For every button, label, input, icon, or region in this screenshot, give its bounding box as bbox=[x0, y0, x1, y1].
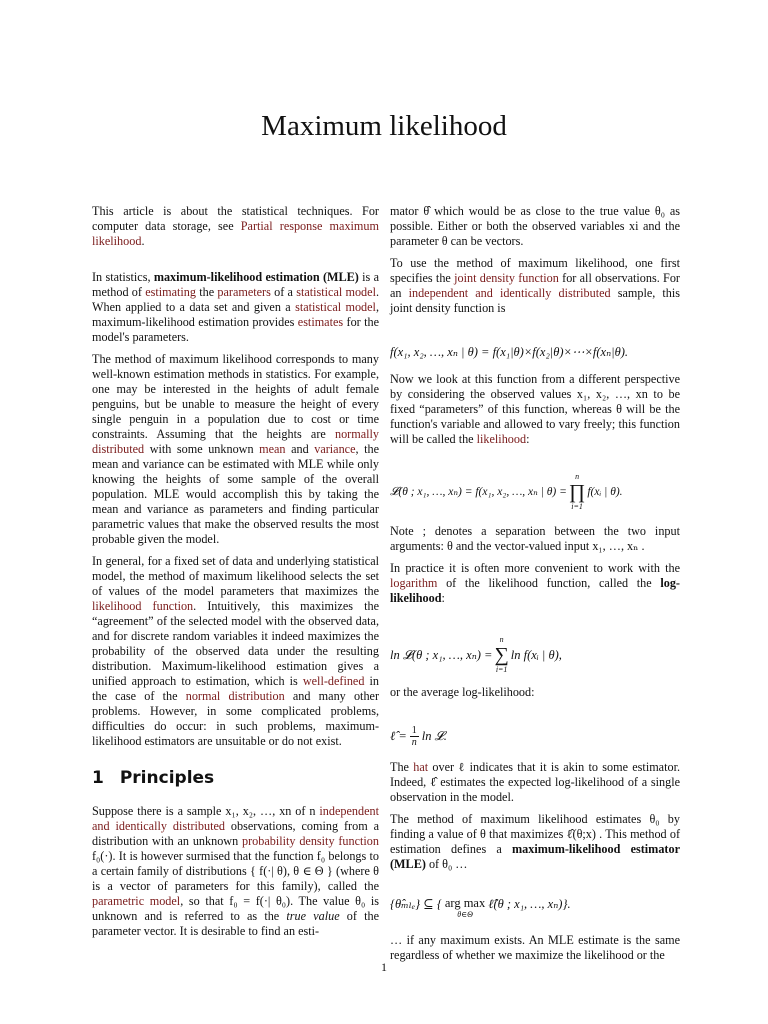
text: for the model's parameters. bbox=[92, 315, 379, 344]
page-number: 1 bbox=[381, 960, 387, 974]
link-logarithm[interactable]: logarithm bbox=[390, 576, 438, 590]
product-symbol: ∏ bbox=[568, 481, 586, 503]
eq-lhs: 𝓛(θ ; x₁, …, xₙ) = f(x₁, x₂, …, xₙ | θ) = bbox=[390, 485, 567, 498]
text: over ℓ indicates that it is akin to some estimator. Indeed, ℓ̂ estimates the expected log-likelihood of a single observation in the model. bbox=[390, 760, 681, 804]
continuation-paragraph: mator θ̂ which would be as close to the true value θ₀ as possible. Either or both the observed variables xi and the parameter θ can be vectors. bbox=[390, 204, 680, 248]
joint-density-paragraph bbox=[390, 256, 680, 316]
text: , the mean and variance can be estimated with MLE while only knowing the heights of some sample of the overall population. MLE would accomplish this by taking the mean and variance as parameters and finding particular parametric values that make the observed results the most probable given the model. bbox=[92, 442, 379, 546]
eq-lhs: {θ̂ₘₗₑ} ⊆ { bbox=[390, 897, 442, 911]
text: in the case of the bbox=[92, 674, 379, 703]
equation-likelihood bbox=[390, 472, 680, 512]
logarithm-paragraph bbox=[390, 561, 680, 606]
eq-lhs: ℓ̂ = bbox=[390, 729, 407, 743]
link-likelihood-function[interactable]: likelihood function bbox=[92, 599, 194, 613]
note-paragraph: Note ; denotes a separation between the two input arguments: θ and the vector-valued input x₁, …, xₙ . bbox=[390, 524, 680, 553]
text: The bbox=[390, 760, 414, 774]
link-likelihood[interactable]: likelihood bbox=[476, 432, 527, 446]
text: The method of maximum likelihood corresponds to many well-known estimation methods in statistics. For example, one may be interested in the heights of adult female penguins, but be unable to measure the height of every single penguin in a population due to cost or time constraints. Assuming that the heights are bbox=[92, 352, 379, 441]
text: . When applied to a data set and given a bbox=[92, 285, 379, 314]
hatnote-text: This article is about the statistical techniques. For computer data storage, see bbox=[92, 204, 379, 233]
text: of the likelihood function, called the bbox=[437, 576, 661, 590]
link-joint-density[interactable]: joint density function bbox=[454, 271, 559, 285]
link-normal-distribution[interactable]: normal distribution bbox=[185, 689, 285, 703]
link-statistical-model[interactable]: statistical model bbox=[296, 285, 376, 299]
final-paragraph: … if any maximum exists. An MLE estimate is the same regardless of whether we maximize the likelihood or the bbox=[390, 933, 680, 962]
text: for all observations. For an bbox=[390, 271, 680, 300]
section-number: 1 bbox=[92, 768, 104, 788]
text: of a bbox=[270, 285, 297, 299]
eq-top-limit: n bbox=[575, 472, 580, 481]
general-paragraph bbox=[92, 554, 379, 749]
text: and bbox=[285, 442, 315, 456]
hatnote-end: . bbox=[141, 234, 145, 248]
link-mean[interactable]: mean bbox=[259, 442, 286, 456]
text: f₀(·). It is however surmised that the function f₀ belongs to a certain family of distributions { f(·| θ), θ ∈ Θ } (where θ is a vector of parameters for this family), called the bbox=[92, 849, 379, 893]
eq-top-limit: n bbox=[499, 635, 504, 644]
eq-rhs: ln 𝓛. bbox=[421, 729, 447, 743]
text: To use the method of maximum likelihood, one first specifies the bbox=[390, 256, 680, 285]
eq-rhs: f(xᵢ | θ). bbox=[587, 485, 623, 498]
hatnote bbox=[92, 204, 379, 249]
section-title: Principles bbox=[119, 768, 215, 788]
text: : bbox=[441, 591, 445, 605]
text: Now we look at this function from a different perspective by considering the observed values x₁, x₂, …, xn to be fixed “parameters” of this function, whereas θ will be the function's variable and allowed to vary freely; this function will be called the bbox=[390, 372, 680, 446]
section-heading-principles bbox=[92, 768, 379, 788]
text: and many other problems. However, in some complicated problems, difficulties do occur: in such problems, maximum-likelihood estimators are unsuitable or do not exist. bbox=[92, 689, 380, 748]
text: sample, this joint density function is bbox=[390, 286, 680, 315]
sum-symbol: ∑ bbox=[494, 644, 509, 666]
text: is a method of bbox=[92, 270, 379, 299]
perspective-paragraph bbox=[390, 372, 680, 447]
left-column bbox=[92, 204, 379, 946]
average-paragraph: or the average log-likelihood: bbox=[390, 685, 535, 699]
right-column bbox=[390, 204, 680, 970]
equation-argmax bbox=[390, 897, 680, 921]
text: In general, for a fixed set of data and underlying statistical model, the method of maximum likelihood selects the set of values of the model parameters that maximizes the bbox=[92, 554, 379, 598]
term-log-likelihood: log-likelihood bbox=[390, 576, 680, 605]
equation-log-likelihood bbox=[390, 635, 680, 675]
text: the bbox=[196, 285, 218, 299]
text: , so that f₀ = f(·| θ₀). The value θ₀ is unknown and is referred to as the bbox=[92, 894, 379, 923]
equation-average bbox=[390, 725, 680, 748]
eq-lhs: ln 𝓛(θ ; x₁, …, xₙ) = bbox=[390, 647, 493, 662]
link-statistical-model-2[interactable]: statistical model bbox=[295, 300, 376, 314]
eq-rhs: ℓ̂(θ ; x₁, …, xₙ)}. bbox=[488, 897, 571, 911]
term-mle: maximum-likelihood estimation (MLE) bbox=[153, 270, 359, 284]
link-iid-2[interactable]: independent and identically distributed bbox=[408, 286, 611, 300]
link-hat[interactable]: hat bbox=[413, 760, 429, 774]
link-pdf[interactable]: probability density function bbox=[242, 834, 379, 848]
penguin-paragraph bbox=[92, 352, 379, 547]
argmax-subscript: θ∈Θ bbox=[457, 910, 473, 919]
text: In statistics, bbox=[92, 270, 154, 284]
text: of the parameter vector. It is desirable to find an esti- bbox=[92, 909, 380, 938]
fraction-numerator: 1 bbox=[411, 725, 417, 736]
eq-bottom-limit: i=1 bbox=[571, 502, 583, 511]
link-normally-distributed[interactable]: normally distributed bbox=[92, 427, 379, 456]
eq-rhs: ln f(xᵢ | θ), bbox=[510, 647, 562, 662]
link-estimating[interactable]: estimating bbox=[145, 285, 196, 299]
link-estimates[interactable]: estimates bbox=[297, 315, 344, 329]
text: observations, coming from a distribution with an unknown bbox=[92, 819, 380, 848]
intro-paragraph bbox=[92, 270, 379, 345]
page-title: Maximum likelihood bbox=[261, 110, 507, 142]
fraction-denominator: n bbox=[411, 737, 417, 748]
text: Suppose there is a sample x₁, x₂, …, xn of n bbox=[92, 804, 320, 818]
equation-joint-density: f(x₁, x₂, …, xₙ | θ) = f(x₁|θ)×f(x₂|θ)×⋯×f(xₙ|θ). bbox=[390, 345, 629, 359]
eq-bottom-limit: i=1 bbox=[495, 665, 508, 674]
argmax-operator: arg max bbox=[444, 896, 486, 910]
link-parameters[interactable]: parameters bbox=[217, 285, 271, 299]
link-parametric-model[interactable]: parametric model bbox=[92, 894, 181, 908]
mle-definition-paragraph bbox=[390, 812, 680, 872]
text: In practice it is often more convenient to work with the bbox=[390, 561, 680, 575]
term-true-value: true value bbox=[286, 909, 340, 923]
text: , maximum-likelihood estimation provides bbox=[92, 300, 379, 329]
text: of θ₀ … bbox=[425, 857, 468, 871]
term-mle-estimator: maximum-likelihood estimator (MLE) bbox=[390, 842, 680, 871]
text: with some unknown bbox=[144, 442, 260, 456]
principles-paragraph bbox=[92, 804, 379, 939]
link-well-defined[interactable]: well-defined bbox=[302, 674, 365, 688]
hat-paragraph bbox=[390, 760, 680, 805]
link-partial-response-ml[interactable]: Partial response maximum likelihood bbox=[92, 219, 379, 248]
text: : bbox=[526, 432, 530, 446]
text: . Intuitively, this maximizes the “agreement” of the selected model with the observed data, and for discrete random variables it indeed maximizes the probability of the observed data under the resulting distribution. Maximum-likelihood estimation gives a unified approach to estimation, which is bbox=[92, 599, 379, 688]
text: The method of maximum likelihood estimates θ₀ by finding a value of θ that maximizes ℓ̂(θ;x) . This method of estimation defines a bbox=[390, 812, 680, 856]
link-variance[interactable]: variance bbox=[314, 442, 356, 456]
link-iid[interactable]: independent and identically distributed bbox=[92, 804, 379, 833]
